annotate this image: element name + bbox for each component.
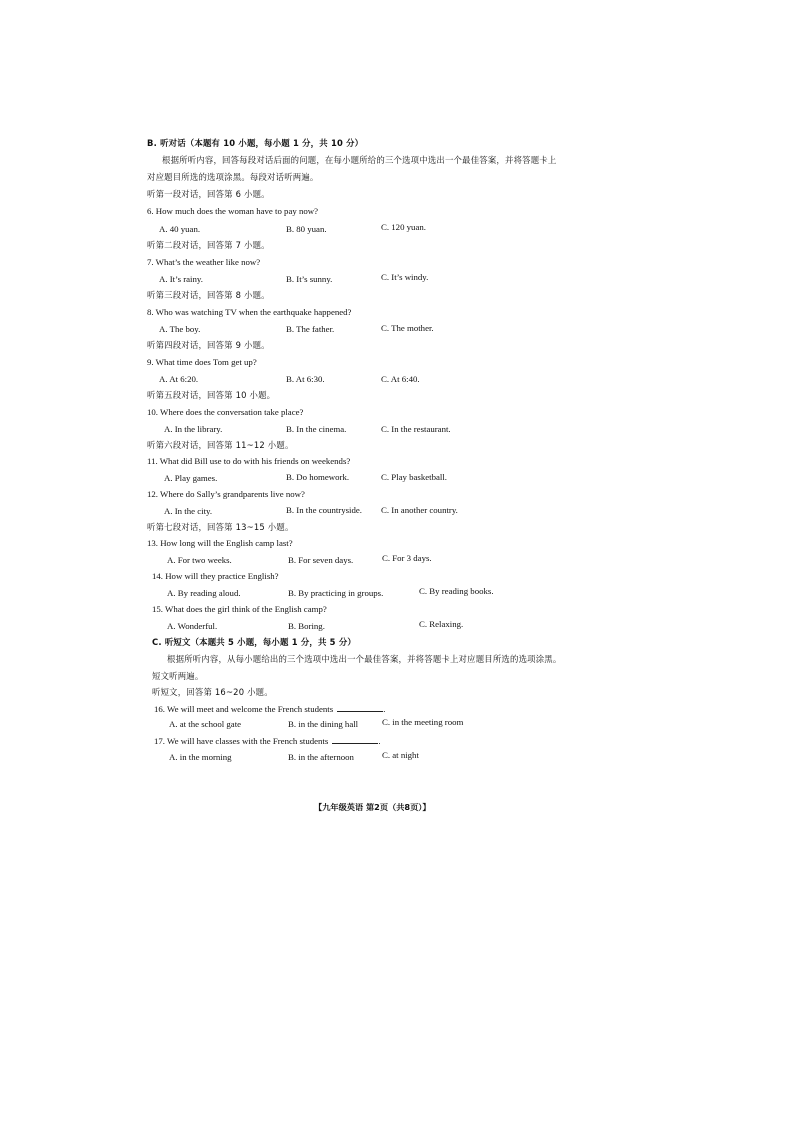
section-b-heading: B. 听对话（本题有 10 小题，每小题 1 分，共 10 分） (147, 138, 364, 148)
question-11: 11. What did Bill use to do with his friends on weekends? (147, 456, 351, 466)
page-footer: 【九年级英语 第2页（共8页）】 (314, 802, 431, 812)
question-8: 8. Who was watching TV when the earthquake happened? (147, 307, 352, 317)
question-15-option-a[interactable]: A. Wonderful. (167, 621, 218, 631)
question-6-option-c[interactable]: C. 120 yuan. (381, 222, 426, 232)
question-17-text: 17. We will have classes with the French students (154, 736, 329, 746)
question-16-option-a[interactable]: A. at the school gate (169, 719, 242, 729)
question-14-option-c[interactable]: C. By reading books. (419, 586, 494, 596)
question-13-option-c[interactable]: C. For 3 days. (382, 553, 432, 563)
question-11-option-a[interactable]: A. Play games. (164, 473, 218, 483)
question-11-option-c[interactable]: C. Play basketball. (381, 472, 447, 482)
answer-blank (332, 735, 381, 746)
blank-period: . (383, 704, 386, 714)
dialogue-lead: 听第五段对话，回答第 10 小题。 (147, 390, 276, 400)
question-12-option-c[interactable]: C. In another country. (381, 505, 458, 515)
question-9-option-c[interactable]: C. At 6:40. (381, 374, 420, 384)
question-14-option-b[interactable]: B. By practicing in groups. (288, 588, 384, 598)
question-16 (154, 703, 385, 715)
question-12: 12. Where do Sally’s grandparents live now? (147, 489, 305, 499)
section-b-instruction-line1: 根据所听内容，回答每段对话后面的问题，在每小题所给的三个选项中选出一个最佳答案，并将答题卡上 (162, 155, 557, 165)
question-8-option-b[interactable]: B. The father. (286, 324, 335, 334)
question-13-option-b[interactable]: B. For seven days. (288, 555, 354, 565)
question-10-option-a[interactable]: A. In the library. (164, 424, 223, 434)
question-10: 10. Where does the conversation take place? (147, 407, 304, 417)
question-17-option-a[interactable]: A. in the morning (169, 752, 232, 762)
blank-period: . (378, 736, 381, 746)
question-7-option-b[interactable]: B. It’s sunny. (286, 274, 333, 284)
question-16-option-b[interactable]: B. in the dining hall (288, 719, 359, 729)
question-10-option-b[interactable]: B. In the cinema. (286, 424, 347, 434)
question-12-option-a[interactable]: A. In the city. (164, 506, 213, 516)
dialogue-lead: 听第一段对话，回答第 6 小题。 (147, 189, 270, 199)
section-c-instruction-line1: 根据所听内容，从每小题给出的三个选项中选出一个最佳答案，并将答题卡上对应题目所选的选项涂黑。 (167, 654, 562, 664)
dialogue-lead: 听第三段对话，回答第 8 小题。 (147, 290, 270, 300)
dialogue-lead: 听第四段对话，回答第 9 小题。 (147, 340, 270, 350)
dialogue-lead: 听第六段对话，回答第 11~12 小题。 (147, 440, 294, 450)
question-17 (154, 735, 381, 747)
question-7-option-a[interactable]: A. It’s rainy. (159, 274, 203, 284)
question-8-option-c[interactable]: C. The mother. (381, 323, 434, 333)
question-10-option-c[interactable]: C. In the restaurant. (381, 424, 451, 434)
passage-lead: 听短文，回答第 16~20 小题。 (152, 687, 273, 697)
question-8-option-a[interactable]: A. The boy. (159, 324, 201, 334)
question-6-option-a[interactable]: A. 40 yuan. (159, 224, 201, 234)
question-15-option-b[interactable]: B. Boring. (288, 621, 325, 631)
section-b-instruction-line2: 对应题目所选的选项涂黑。每段对话听两遍。 (147, 172, 319, 182)
question-16-text: 16. We will meet and welcome the French students (154, 704, 334, 714)
question-17-option-b[interactable]: B. in the afternoon (288, 752, 354, 762)
question-9-option-b[interactable]: B. At 6:30. (286, 374, 325, 384)
dialogue-lead: 听第二段对话，回答第 7 小题。 (147, 240, 270, 250)
question-15: 15. What does the girl think of the English camp? (152, 604, 327, 614)
dialogue-lead: 听第七段对话，回答第 13~15 小题。 (147, 522, 294, 532)
question-6-option-b[interactable]: B. 80 yuan. (286, 224, 327, 234)
question-6: 6. How much does the woman have to pay now? (147, 206, 319, 216)
section-c-heading: C. 听短文（本题共 5 小题，每小题 1 分，共 5 分） (152, 637, 356, 647)
question-11-option-b[interactable]: B. Do homework. (286, 472, 350, 482)
question-13-option-a[interactable]: A. For two weeks. (167, 555, 232, 565)
question-16-option-c[interactable]: C. in the meeting room (382, 717, 464, 727)
question-7: 7. What’s the weather like now? (147, 257, 261, 267)
answer-blank (337, 703, 386, 714)
question-15-option-c[interactable]: C. Relaxing. (419, 619, 464, 629)
question-13: 13. How long will the English camp last? (147, 538, 293, 548)
question-9-option-a[interactable]: A. At 6:20. (159, 374, 199, 384)
question-14-option-a[interactable]: A. By reading aloud. (167, 588, 241, 598)
question-12-option-b[interactable]: B. In the countryside. (286, 505, 362, 515)
question-9: 9. What time does Tom get up? (147, 357, 257, 367)
question-7-option-c[interactable]: C. It’s windy. (381, 272, 429, 282)
section-c-instruction-line2: 短文听两遍。 (152, 671, 204, 681)
question-17-option-c[interactable]: C. at night (382, 750, 419, 760)
question-14: 14. How will they practice English? (152, 571, 279, 581)
